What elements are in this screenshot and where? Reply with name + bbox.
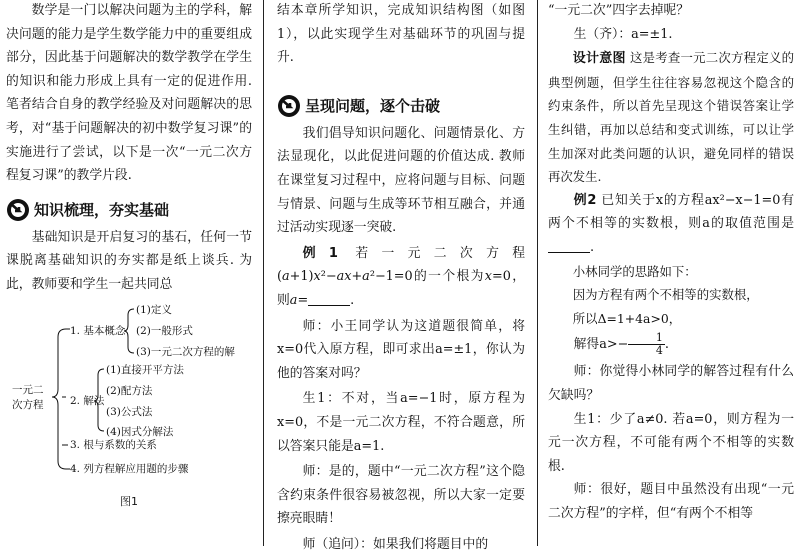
diagram-leaf: (2)配方法 — [106, 384, 153, 397]
section-heading-text: 呈现问题，逐个击破 — [305, 97, 441, 116]
dialogue: 生1：不对，当a=−1时，原方程为x=0，不是一元二次方程，不符合题意，所以答案只能是a=1. — [277, 391, 525, 454]
dialogue: 师（追问）：如果我们将题目中的 — [302, 536, 489, 552]
dialogue: 师：你觉得小林同学的解答过程有什么欠缺吗？ — [548, 364, 794, 403]
diagram-root: 一元二次方程 — [12, 383, 44, 411]
student-thinking: 小林同学的思路如下： — [572, 263, 697, 279]
paragraph: “一元二次”四字去掉呢？ — [548, 3, 690, 18]
paragraph: 结本章所学知识，完成知识结构图（如图1），以此实现学生对基础环节的巩固与提升. — [277, 3, 525, 66]
solution-line: 解得a>− $\frac{1}{4}$ . — [573, 331, 669, 358]
diagram-leaf: (1)定义 — [136, 303, 172, 316]
foundation-paragraph: 基础知识是开启复习的基石，任何一节课脱离基础知识的夯实都是纸上谈兵. 为此，教师要和学生一起共同总 — [6, 229, 252, 292]
section-arrow-icon — [277, 94, 301, 118]
design-intent: 设计意图 这是考查一元二次方程定义的典型例题，但学生往往容易忽视这个隐含的约束条件，所以首先呈现这个错误答案让学生纠错，再加以总结和变式训练，可以让学生加深对此类问题的认识，避免同样的错误再次发生. — [548, 50, 794, 185]
intro-paragraph: 数学是一门以解决问题为主的学科，解决问题的能力是学生数学能力中的重要组成部分，因此基于问题解决的数学教学在学生的知识和能力形成上具有一定的促进作用. 笔者结合自身的教学经验及对问题解决的思考，对“基于问题解决的初中数学复习课”的实施进行了尝试，以下是一次“一元二次方程复习课”的教学片段. — [6, 3, 252, 184]
reasoning-line: 因为方程有两个不相等的实数根， — [572, 287, 759, 303]
paragraph: 我们倡导知识问题化、问题情景化、方法显现化，以此促进问题的价值达成. 教师在课堂复习过程中，应将问题与目标、问题与情景、问题与生成等环节相互融合，并通过活动实现逐一突破. — [277, 125, 525, 236]
example-label: 例1 — [302, 245, 338, 261]
reasoning-line: 所以Δ=1+4a>0， — [572, 310, 682, 326]
example-1: 例1 若一元二次方程(a+1)x²−ax+a²−1=0的一个根为x=0，则a= . — [277, 245, 525, 308]
fraction: $\frac{1}{4}$ — [628, 332, 665, 357]
dialogue: 师：很好，题目中虽然没有出现“一元二次方程”的字样，但“有两个不相等 — [548, 482, 794, 521]
design-label: 设计意图 — [572, 51, 626, 67]
diagram-leaf: (2)一般形式 — [136, 324, 193, 337]
dialogue: 师：是的，题中“一元二次方程”这个隐含约束条件很容易被忽视，所以大家一定要擦亮眼睛！ — [277, 464, 525, 527]
dialogue: 师：小王同学认为这道题很简单，将x=0代入原方程，即可求出a=±1，你认为他的答案对吗？ — [277, 318, 525, 381]
diagram-branch-vieta: 3. 根与系数的关系 — [70, 438, 157, 451]
diagram-leaf: (3)公式法 — [106, 405, 153, 418]
section-arrow-icon — [6, 198, 30, 222]
diagram-leaf: (3)一元二次方程的解 — [136, 345, 235, 358]
diagram-leaf: (1)直接开平方法 — [106, 363, 184, 376]
diagram-branch-methods: 2. 解法 — [70, 394, 105, 407]
column-divider-left — [263, 0, 264, 546]
column-2 — [277, 0, 525, 556]
diagram-branch-concept: 1. 基本概念 — [70, 324, 126, 337]
section-heading-problems — [277, 92, 525, 120]
example-label: 例2 — [573, 192, 597, 208]
column-1 — [6, 0, 252, 509]
answer-blank — [548, 240, 590, 253]
dialogue: 生1：少了a≠0. 若a=0，则方程为一元一次方程，不可能有两个不相等的实数根. — [548, 411, 794, 474]
section-heading-knowledge — [6, 196, 252, 224]
section-heading-text: 知识梳理，夯实基础 — [34, 201, 170, 220]
answer-blank — [308, 293, 350, 306]
example-2: 例2 已知关于x的方程ax²−x−1=0有两个不相等的实数根，则a的取值范围是. — [548, 192, 794, 255]
column-divider-right — [537, 0, 538, 546]
diagram-leaf: (4)因式分解法 — [106, 425, 174, 438]
dialogue: 生（齐）：a=±1. — [573, 26, 673, 42]
figure-caption: 图1 — [120, 494, 138, 508]
knowledge-structure-diagram — [6, 297, 252, 493]
diagram-branch-application: 4. 列方程解应用题的步骤 — [70, 462, 189, 475]
column-3 — [548, 0, 794, 525]
